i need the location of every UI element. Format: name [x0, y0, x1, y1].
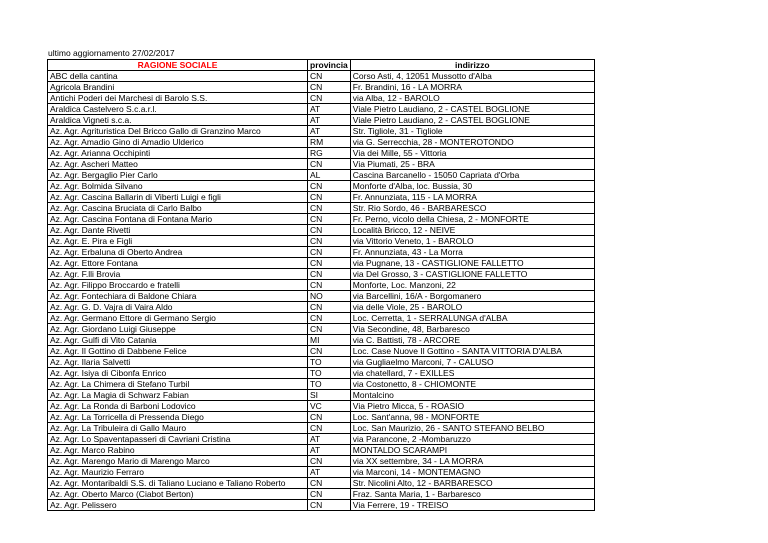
cell-province: AT: [308, 445, 351, 456]
table-row: [48, 181, 595, 192]
cell-address: via Parancone, 2 -Mombaruzzo: [350, 434, 594, 445]
cell-address: Str. Tiglіole, 31 - Tigliole: [350, 126, 594, 137]
cell-name: Az. Agr. Filippo Broccardo e fratelli: [48, 280, 308, 291]
cell-province: TO: [308, 357, 351, 368]
cell-province: CN: [308, 181, 351, 192]
cell-address: Cascina Barcanello - 15050 Capriata d'Orba: [350, 170, 594, 181]
cell-name: Az. Agr. Amadio Gino di Amadio Ulderico: [48, 137, 308, 148]
cell-province: CN: [308, 280, 351, 291]
table-row: [48, 346, 595, 357]
table-row: [48, 192, 595, 203]
cell-province: CN: [308, 478, 351, 489]
cell-address: Fr. Perno, vicolo della Chiesa, 2 - MONFORTE: [350, 214, 594, 225]
cell-name: Az. Agr. Ettore Fontana: [48, 258, 308, 269]
cell-address: Monforte, Loc. Manzoni, 22: [350, 280, 594, 291]
table-row: [48, 324, 595, 335]
table-row: [48, 280, 595, 291]
cell-province: CN: [308, 71, 351, 82]
table-row: [48, 500, 595, 511]
cell-province: CN: [308, 214, 351, 225]
cell-province: CN: [308, 159, 351, 170]
cell-province: AT: [308, 126, 351, 137]
cell-name: Az. Agr. Erbaluna di Oberto Andrea: [48, 247, 308, 258]
cell-name: ABC della cantina: [48, 71, 308, 82]
table-row: [48, 467, 595, 478]
cell-address: Via Secondine, 48, Barbaresco: [350, 324, 594, 335]
cell-name: Agricola Brandini: [48, 82, 308, 93]
cell-province: CN: [308, 313, 351, 324]
cell-name: Az. Agr. Dante Rivetti: [48, 225, 308, 236]
cell-name: Az. Agr. Germano Ettore di Germano Sergio: [48, 313, 308, 324]
cell-name: Az. Agr. Marco Rabino: [48, 445, 308, 456]
table-row: [48, 269, 595, 280]
cell-name: Az. Agr. Cascina Ballarin di Viberti Luigi e figli: [48, 192, 308, 203]
table-row: [48, 456, 595, 467]
cell-province: AL: [308, 170, 351, 181]
cell-name: Az. Agr. Arianna Occhipinti: [48, 148, 308, 159]
cell-province: AT: [308, 104, 351, 115]
cell-name: Az. Agr. Oberto Marco (Ciabot Berton): [48, 489, 308, 500]
cell-province: RG: [308, 148, 351, 159]
table-row: [48, 412, 595, 423]
table-body: [48, 71, 595, 511]
table-row: [48, 258, 595, 269]
table-row: [48, 368, 595, 379]
table-row: [48, 335, 595, 346]
cell-name: Araldica Vigneti s.c.a.: [48, 115, 308, 126]
cell-name: Az. Agr. Ascheri Matteo: [48, 159, 308, 170]
cell-name: Az. Agr. Montaribaldi S.S. di Taliano Luciano e Taliano Roberto: [48, 478, 308, 489]
cell-address: Fr. Brandini, 16 - LA MORRA: [350, 82, 594, 93]
cell-address: Via Piumati, 25 - BRA: [350, 159, 594, 170]
cell-address: via G. Serrecchia, 28 - MONTEROTONDO: [350, 137, 594, 148]
cell-address: via Barcellini, 16/A - Borgomanero: [350, 291, 594, 302]
table-row: [48, 236, 595, 247]
table-row: [48, 82, 595, 93]
cell-address: Fraz. Santa Maria, 1 - Barbaresco: [350, 489, 594, 500]
cell-province: TO: [308, 379, 351, 390]
cell-province: CN: [308, 225, 351, 236]
cell-address: via Marconi, 14 - MONTEMAGNO: [350, 467, 594, 478]
cell-province: MI: [308, 335, 351, 346]
cell-province: CN: [308, 247, 351, 258]
table-row: [48, 170, 595, 181]
cell-name: Az. Agr. La Ronda di Barboni Lodovico: [48, 401, 308, 412]
table-row: [48, 401, 595, 412]
cell-province: CN: [308, 489, 351, 500]
cell-province: CN: [308, 82, 351, 93]
cell-address: Monforte d'Alba, loc. Bussia, 30: [350, 181, 594, 192]
table-row: [48, 423, 595, 434]
cell-name: Antichi Poderi dei Marchesi di Barolo S.S.: [48, 93, 308, 104]
cell-name: Az. Agr. Agrituristica Del Bricco Gallo di Granzino Marco: [48, 126, 308, 137]
cell-address: Str. Nicolini Alto, 12 - BARBARESCO: [350, 478, 594, 489]
table-row: [48, 478, 595, 489]
table-row: [48, 203, 595, 214]
table-row: [48, 159, 595, 170]
table-row: [48, 313, 595, 324]
cell-name: Az. Agr. Ilaria Salvetti: [48, 357, 308, 368]
cell-name: Az. Agr. G. D. Vajra di Vaira Aldo: [48, 302, 308, 313]
table-row: [48, 115, 595, 126]
table-row: [48, 148, 595, 159]
cell-address: Str. Rio Sordo, 46 - BARBARESCO: [350, 203, 594, 214]
cell-address: via Vittorio Veneto, 1 - BAROLO: [350, 236, 594, 247]
cell-address: Via Ferrere, 19 - TREISO: [350, 500, 594, 511]
table-row: [48, 489, 595, 500]
cell-address: via Costonetto, 8 - CHIOMONTE: [350, 379, 594, 390]
cell-address: Loc. Case Nuove Il Gottino - SANTA VITTORIA D'ALBA: [350, 346, 594, 357]
cell-address: Fr. Annunziata, 43 - La Morra: [350, 247, 594, 258]
cell-name: Az. Agr. Bergaglio Pier Carlo: [48, 170, 308, 181]
wineries-table: [47, 59, 595, 511]
cell-province: RM: [308, 137, 351, 148]
cell-province: CN: [308, 302, 351, 313]
cell-name: Az. Agr. Fontechiara di Baldone Chiara: [48, 291, 308, 302]
cell-name: Az. Agr. Giordano Luigi Giuseppe: [48, 324, 308, 335]
cell-name: Az. Agr. Marengo Mario di Marengo Marco: [48, 456, 308, 467]
cell-address: via chatellard, 7 - EXILLES: [350, 368, 594, 379]
table-row: [48, 434, 595, 445]
cell-address: MONTALDO SCARAMPI: [350, 445, 594, 456]
cell-address: Montalcino: [350, 390, 594, 401]
cell-name: Az. Agr. La Magia di Schwarz Fabian: [48, 390, 308, 401]
cell-province: CN: [308, 423, 351, 434]
cell-province: CN: [308, 456, 351, 467]
cell-address: Fr. Annunziata, 115 - LA MORRA: [350, 192, 594, 203]
cell-address: via Pugnane, 13 - CASTIGLIONE FALLETTO: [350, 258, 594, 269]
cell-name: Araldica Castelvero S.c.a.r.l.: [48, 104, 308, 115]
cell-address: Viale Pietro Laudiano, 2 - CASTEL BOGLIONE: [350, 104, 594, 115]
cell-province: CN: [308, 269, 351, 280]
cell-address: via XX settembre, 34 - LA MORRA: [350, 456, 594, 467]
table-row: [48, 104, 595, 115]
cell-address: Corso Asti, 4, 12051 Mussotto d'Alba: [350, 71, 594, 82]
cell-name: Az. Agr. Gulfi di Vito Catania: [48, 335, 308, 346]
table-row: [48, 214, 595, 225]
table-row: [48, 247, 595, 258]
table-row: [48, 225, 595, 236]
cell-province: TO: [308, 368, 351, 379]
cell-name: Az. Agr. Cascina Fontana di Fontana Mario: [48, 214, 308, 225]
cell-province: CN: [308, 412, 351, 423]
table-row: [48, 291, 595, 302]
cell-address: Località Bricco, 12 - NEIVE: [350, 225, 594, 236]
cell-province: CN: [308, 258, 351, 269]
cell-province: AT: [308, 467, 351, 478]
cell-address: Viale Pietro Laudiano, 2 - CASTEL BOGLIONE: [350, 115, 594, 126]
cell-province: CN: [308, 192, 351, 203]
cell-address: Loc. San Maurizio, 26 - SANTO STEFANO BELBO: [350, 423, 594, 434]
table-row: [48, 137, 595, 148]
cell-name: Az. Agr. Il Gottino di Dabbene Felice: [48, 346, 308, 357]
cell-address: Loc. Cerretta, 1 - SERRALUNGA d'ALBA: [350, 313, 594, 324]
table-row: [48, 302, 595, 313]
cell-province: CN: [308, 346, 351, 357]
cell-address: via Alba, 12 - BAROLO: [350, 93, 594, 104]
cell-province: AT: [308, 115, 351, 126]
cell-name: Az. Agr. Bolmida Silvano: [48, 181, 308, 192]
table-row: [48, 445, 595, 456]
cell-name: Az. Agr. La Tribuleira di Gallo Mauro: [48, 423, 308, 434]
last-updated-note: ultimo aggiornamento 27/02/2017: [48, 48, 175, 58]
cell-address: via C. Battisti, 78 - ARCORE: [350, 335, 594, 346]
table-header-row: [48, 60, 595, 71]
cell-province: CN: [308, 203, 351, 214]
cell-province: CN: [308, 93, 351, 104]
cell-province: VC: [308, 401, 351, 412]
cell-address: Via Pietro Micca, 5 - ROASIO: [350, 401, 594, 412]
cell-address: Via dei Mille, 55 - Vittoria: [350, 148, 594, 159]
cell-name: Az. Agr. Lo Spaventapasseri di Cavriani Cristina: [48, 434, 308, 445]
cell-province: CN: [308, 500, 351, 511]
column-header-province: provincia: [308, 60, 351, 71]
cell-province: SI: [308, 390, 351, 401]
cell-address: via Gugliaelmo Marconi, 7 - CALUSO: [350, 357, 594, 368]
cell-province: NO: [308, 291, 351, 302]
table-row: [48, 379, 595, 390]
cell-province: CN: [308, 324, 351, 335]
cell-name: Az. Agr. F.lli Brovia: [48, 269, 308, 280]
cell-name: Az. Agr. La Torricella di Pressenda Diego: [48, 412, 308, 423]
cell-address: via delle Viole, 25 - BAROLO: [350, 302, 594, 313]
table-row: [48, 71, 595, 82]
cell-name: Az. Agr. Maurizio Ferraro: [48, 467, 308, 478]
cell-name: Az. Agr. La Chimera di Stefano Turbil: [48, 379, 308, 390]
table-row: [48, 390, 595, 401]
table-row: [48, 93, 595, 104]
cell-name: Az. Agr. E. Pira e Figli: [48, 236, 308, 247]
table-row: [48, 357, 595, 368]
cell-name: Az. Agr. Pelissero: [48, 500, 308, 511]
cell-name: Az. Agr. Cascina Bruciata di Carlo Balbo: [48, 203, 308, 214]
cell-address: via Del Grosso, 3 - CASTIGLIONE FALLETTO: [350, 269, 594, 280]
cell-province: AT: [308, 434, 351, 445]
cell-name: Az. Agr. Isiya di Cibonfa Enrico: [48, 368, 308, 379]
cell-address: Loc. Sant'anna, 98 - MONFORTE: [350, 412, 594, 423]
table-row: [48, 126, 595, 137]
column-header-name: RAGIONE SOCIALE: [48, 60, 308, 71]
column-header-address: indirizzo: [350, 60, 594, 71]
cell-province: CN: [308, 236, 351, 247]
